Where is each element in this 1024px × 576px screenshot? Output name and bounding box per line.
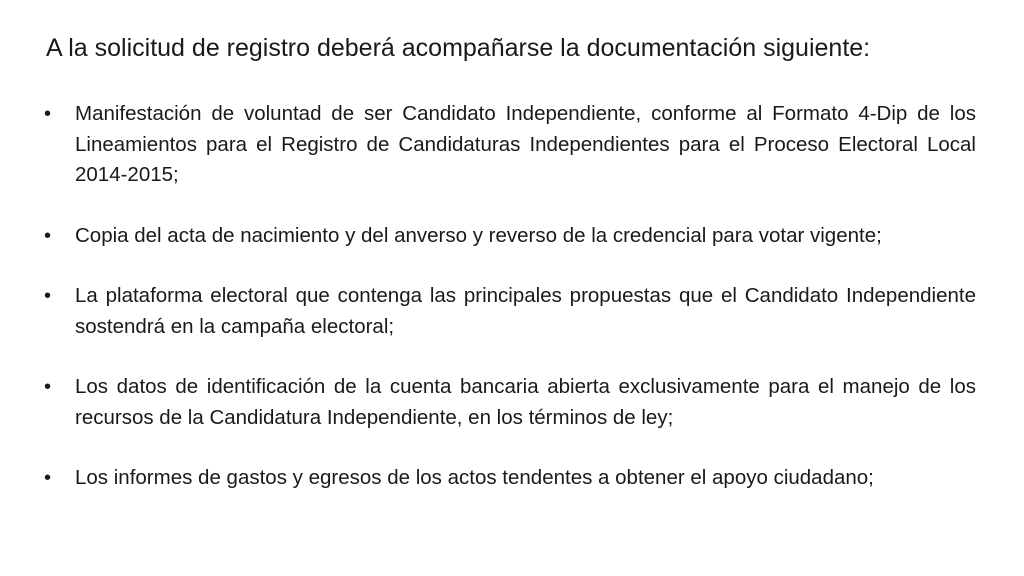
requirements-list [44,99,976,494]
bullet-icon: • [44,103,52,125]
list-item-text: Copia del acta de nacimiento y del anverso y reverso de la credencial para votar vigente; [75,223,882,247]
bullet-icon: • [44,467,52,489]
list-item [44,372,976,433]
list-item [44,463,976,494]
bullet-icon: • [44,285,52,307]
list-item-text: Los datos de identificación de la cuenta bancaria abierta exclusivamente para el manejo de los recursos de la Candidatura Independiente, en los términos de ley; [75,375,976,429]
list-item [44,221,976,252]
bullet-icon: • [44,224,52,247]
bullet-icon: • [44,376,52,398]
list-item-text: Manifestación de voluntad de ser Candidato Independiente, conforme al Formato 4-Dip de los Lineamientos para el Registro de Candidaturas Independientes para el Proceso Electoral Local 2014-2015; [75,102,976,186]
list-item [44,281,976,342]
slide-heading: A la solicitud de registro deberá acompañarse la documentación siguiente: [46,34,871,62]
list-item [44,99,976,191]
list-item-text: Los informes de gastos y egresos de los actos tendentes a obtener el apoyo ciudadano; [75,466,874,489]
list-item-text: La plataforma electoral que contenga las principales propuestas que el Candidato Independiente sostendrá en la campaña electoral; [75,284,976,338]
